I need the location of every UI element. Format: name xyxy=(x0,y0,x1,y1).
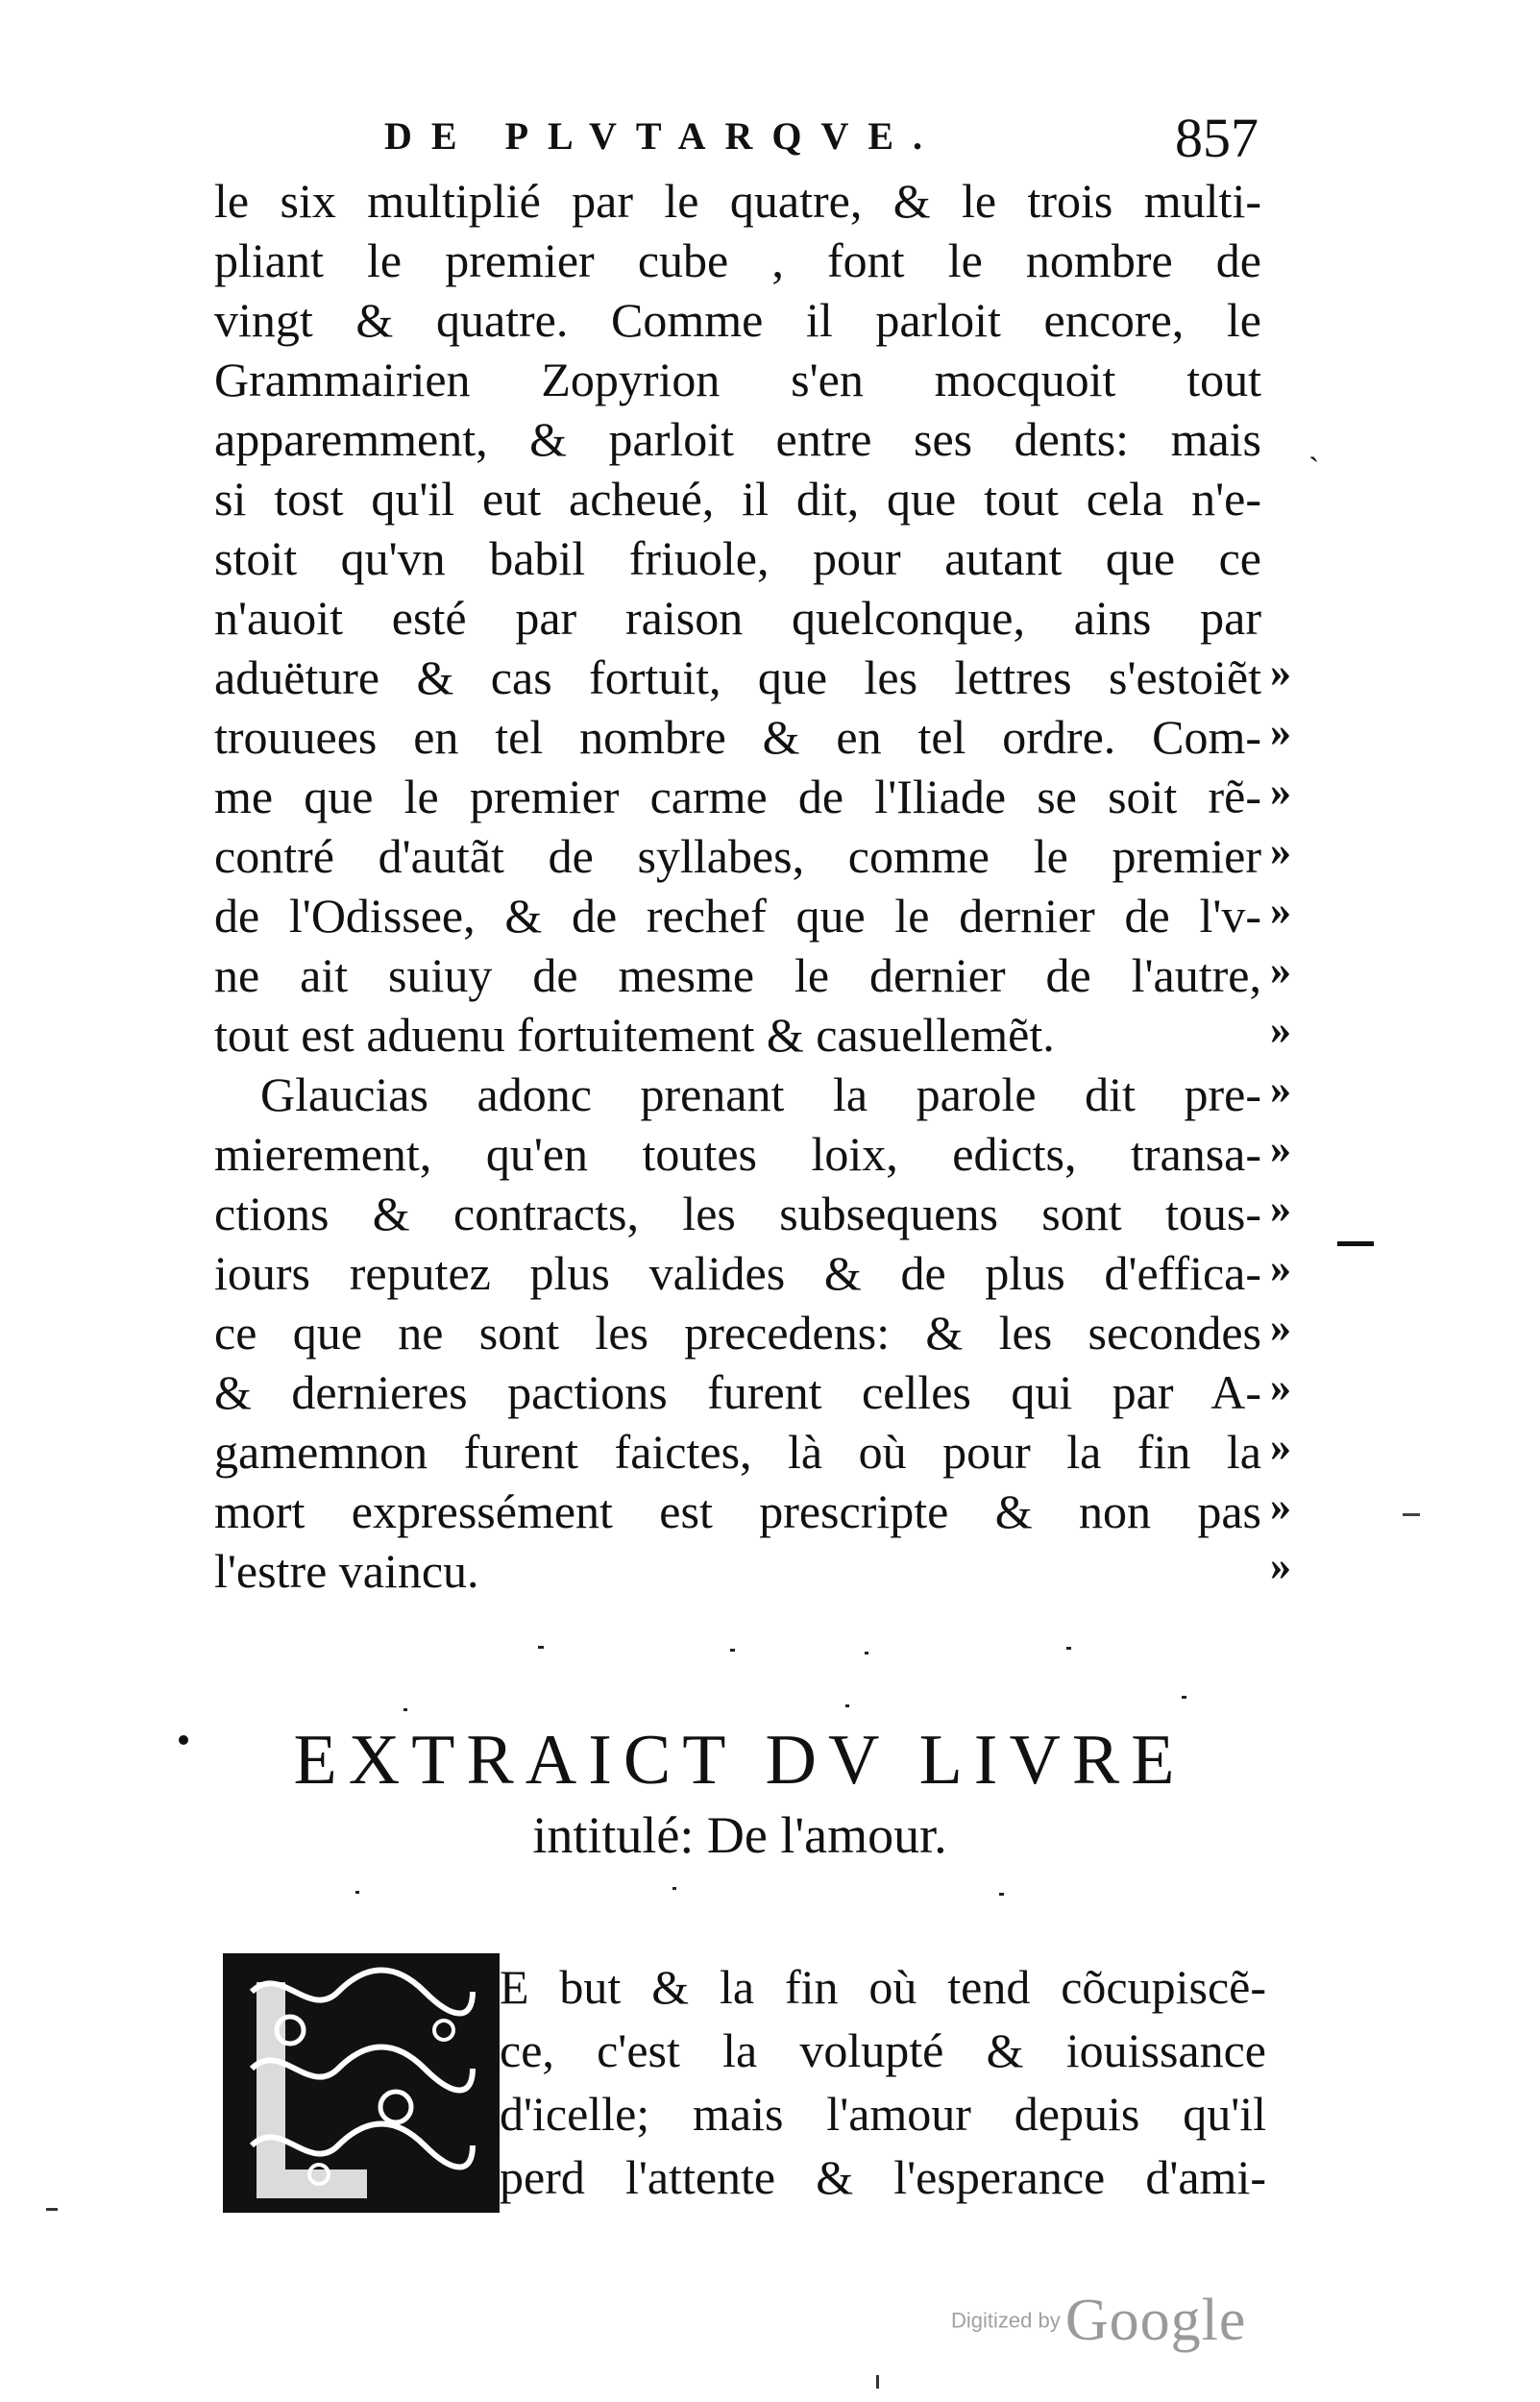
quote-mark: » xyxy=(1270,1066,1291,1113)
bottom-scan-mark xyxy=(876,2375,879,2389)
text-line: tout est aduenu fortuitement & casuellemẽt. xyxy=(214,1008,1055,1062)
quote-mark: » xyxy=(1270,1185,1291,1232)
text-line: Grammairien Zopyrion s'en mocquoit tout xyxy=(214,353,1261,406)
text-line: mort expressément est prescripte & non pas xyxy=(214,1484,1261,1538)
text-line: l'estre vaincu. xyxy=(214,1544,479,1598)
print-speck xyxy=(403,1708,407,1711)
print-speck xyxy=(999,1893,1004,1896)
print-speck xyxy=(355,1891,359,1894)
digitized-label: Digitized by xyxy=(951,2308,1061,2333)
text-line: si tost qu'il eut acheué, il dit, que tout cela n'e- xyxy=(214,472,1261,526)
margin-tick-mark xyxy=(1403,1513,1420,1516)
text-line: Glaucias adonc prenant la parole dit pre- xyxy=(260,1067,1261,1121)
text-line: ne ait suiuy de mesme le dernier de l'autre, xyxy=(214,948,1261,1002)
section-intro-text xyxy=(500,1955,1266,2209)
print-speck xyxy=(538,1646,544,1649)
text-line: aduëture & cas fortuit, que les lettres s'estoiẽt xyxy=(214,650,1261,704)
text-line: trouuees en tel nombre & en tel ordre. Com- xyxy=(214,710,1261,764)
margin-dot-mark: ` xyxy=(1308,452,1320,487)
text-line: stoit qu'vn babil friuole, pour autant que ce xyxy=(214,531,1261,585)
print-speck xyxy=(672,1887,676,1890)
print-speck xyxy=(865,1652,868,1654)
page-number: 857 xyxy=(1175,107,1259,169)
text-line: pliant le premier cube , font le nombre de xyxy=(214,233,1261,287)
quote-mark: » xyxy=(1270,1363,1291,1410)
quote-mark: » xyxy=(1270,1006,1291,1053)
quote-mark: » xyxy=(1270,1125,1291,1172)
text-line: d'icelle; mais l'amour depuis qu'il xyxy=(500,2087,1266,2141)
text-line: me que le premier carme de l'Iliade se soit rẽ- xyxy=(214,770,1261,823)
quote-mark: » xyxy=(1270,1542,1291,1589)
text-line: gamemnon furent faictes, là où pour la fin la xyxy=(214,1425,1261,1479)
quote-mark: » xyxy=(1270,708,1291,755)
quote-mark: » xyxy=(1270,1423,1291,1470)
ornamental-initial xyxy=(223,1953,500,2213)
section-bullet xyxy=(179,1735,188,1745)
margin-dash-mark xyxy=(1337,1241,1374,1246)
quote-mark: » xyxy=(1270,887,1291,934)
section-title: EXTRAICT DV LIVRE xyxy=(293,1721,1186,1800)
print-speck xyxy=(1066,1647,1071,1650)
quote-mark: » xyxy=(1270,946,1291,993)
margin-scan-mark xyxy=(46,2208,58,2211)
quote-mark: » xyxy=(1270,1304,1291,1351)
text-line: apparemment, & parloit entre ses dents: mais xyxy=(214,412,1261,466)
text-line: & dernieres pactions furent celles qui par A- xyxy=(214,1365,1261,1419)
text-line: ctions & contracts, les subsequens sont tous- xyxy=(214,1187,1261,1240)
quote-mark: » xyxy=(1270,1483,1291,1530)
text-line: ce, c'est la volupté & iouissance xyxy=(500,2023,1266,2077)
quote-mark: » xyxy=(1270,1244,1291,1291)
running-title: DE PLVTARQVE. xyxy=(384,114,942,158)
text-line: vingt & quatre. Comme il parloit encore, le xyxy=(214,293,1261,347)
digitized-watermark xyxy=(951,2287,1246,2364)
quote-mark: » xyxy=(1270,827,1291,874)
quote-mark: » xyxy=(1270,768,1291,815)
print-speck xyxy=(1182,1696,1186,1699)
print-speck xyxy=(845,1704,849,1707)
text-line: perd l'attente & l'esperance d'ami- xyxy=(500,2150,1266,2204)
text-line: le six multiplié par le quatre, & le trois multi- xyxy=(214,174,1261,228)
text-line: iours reputez plus valides & de plus d'effica- xyxy=(214,1246,1261,1300)
text-line: ce que ne sont les precedens: & les secondes xyxy=(214,1306,1261,1360)
text-line: mierement, qu'en toutes loix, edicts, transa- xyxy=(214,1127,1261,1181)
quote-mark: » xyxy=(1270,649,1291,696)
text-line: E but & la fin où tend cõcupiscẽ- xyxy=(500,1960,1266,2014)
text-line: de l'Odissee, & de rechef que le dernier de l'v- xyxy=(214,889,1261,943)
main-text-block xyxy=(214,171,1261,1601)
text-line: contré d'autãt de syllabes, comme le premier xyxy=(214,829,1261,883)
google-logo: Google xyxy=(1064,2288,1247,2353)
print-speck xyxy=(730,1649,735,1652)
section-subtitle: intitulé: De l'amour. xyxy=(532,1806,947,1864)
text-line: n'auoit esté par raison quelconque, ains par xyxy=(214,591,1261,645)
